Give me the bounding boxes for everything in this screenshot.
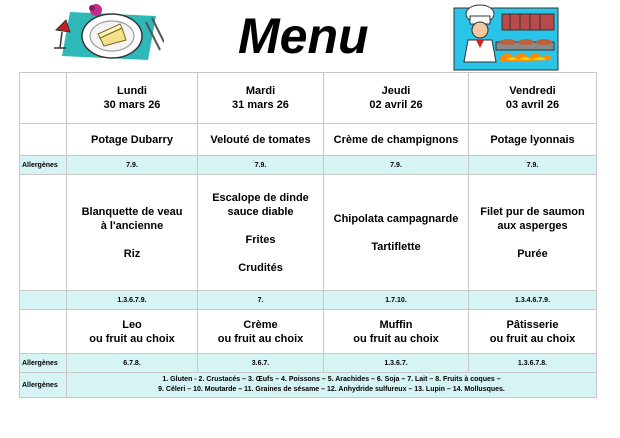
allergen-label: Allergènes xyxy=(20,373,67,398)
allergen-code: 1.3.6.7.8. xyxy=(469,354,597,373)
allergen-code: 1.7.10. xyxy=(324,291,469,310)
day-date: 30 mars 26 xyxy=(103,99,161,111)
main-dish-detail: sauce diable xyxy=(227,205,294,218)
chef-clipart xyxy=(452,2,560,74)
dessert: Leo xyxy=(122,318,142,331)
day-name: Vendredi xyxy=(509,85,556,97)
dessert-monday xyxy=(67,310,198,354)
main-friday xyxy=(469,175,597,291)
side-dish: Crudités xyxy=(238,261,283,274)
starter-monday: Potage Dubarry xyxy=(67,124,198,156)
allergen-legend xyxy=(67,373,597,398)
dessert-friday xyxy=(469,310,597,354)
starter-thursday: Crème de champignons xyxy=(324,124,469,156)
dessert-alternative: ou fruit au choix xyxy=(89,332,175,345)
day-date: 03 avril 26 xyxy=(505,99,560,111)
allergen-code: 1.3.6.7.9. xyxy=(67,291,198,310)
main-dish: Blanquette de veau xyxy=(81,205,183,218)
allergen-code: 1.3.4.6.7.9. xyxy=(469,291,597,310)
day-header-tuesday xyxy=(198,73,324,124)
dessert-alternative: ou fruit au choix xyxy=(217,332,304,345)
side-dish: Tartiflette xyxy=(371,240,421,253)
day-date: 31 mars 26 xyxy=(232,99,289,111)
day-header-friday xyxy=(469,73,597,124)
main-course-row xyxy=(20,175,597,291)
allergen-code: 7.9. xyxy=(469,156,597,175)
starter-tuesday: Velouté de tomates xyxy=(198,124,324,156)
side-dish: Purée xyxy=(517,247,548,260)
side-dish: Riz xyxy=(123,247,141,260)
main-label-cell xyxy=(20,175,67,291)
day-name: Lundi xyxy=(117,85,147,97)
page-title: Menu xyxy=(238,8,369,64)
day-header-row xyxy=(20,73,597,124)
main-dish: Chipolata campagnarde xyxy=(333,212,459,225)
dessert-alternative: ou fruit au choix xyxy=(353,332,439,345)
main-dish: Escalope de dinde xyxy=(212,191,309,204)
dessert-alternative: ou fruit au choix xyxy=(489,332,576,345)
day-date: 02 avril 26 xyxy=(369,99,423,111)
main-dish: Filet pur de saumon xyxy=(480,205,585,218)
starter-label-cell xyxy=(20,124,67,156)
dessert-tuesday xyxy=(198,310,324,354)
main-dish-detail: à l'ancienne xyxy=(100,219,164,232)
allergen-legend-row xyxy=(20,373,597,398)
main-thursday xyxy=(324,175,469,291)
day-name: Jeudi xyxy=(381,85,411,97)
allergen-code: 3.6.7. xyxy=(198,354,324,373)
allergen-label: Allergènes xyxy=(20,156,67,175)
allergen-code: 1.3.6.7. xyxy=(324,354,469,373)
dessert-thursday xyxy=(324,310,469,354)
dessert: Crème xyxy=(243,318,278,331)
allergen-label-empty xyxy=(20,291,67,310)
main-allergen-row xyxy=(20,291,597,310)
allergen-code: 7. xyxy=(198,291,324,310)
main-tuesday xyxy=(198,175,324,291)
dinner-plate-clipart xyxy=(48,2,164,68)
starter-allergen-row xyxy=(20,156,597,175)
side-dish: Frites xyxy=(245,233,276,246)
dessert-row xyxy=(20,310,597,354)
starter-friday: Potage lyonnais xyxy=(469,124,597,156)
allergen-legend-line: 1. Gluten - 2. Crustacés – 3. Œufs – 4. Poissons – 5. Arachides – 6. Soja – 7. Lait – 8. Fruits à coques – xyxy=(162,376,501,383)
allergen-label: Allergènes xyxy=(20,354,67,373)
main-monday xyxy=(67,175,198,291)
dessert: Pâtisserie xyxy=(506,318,559,331)
allergen-code: 7.9. xyxy=(324,156,469,175)
allergen-code: 7.9. xyxy=(67,156,198,175)
corner-cell xyxy=(20,73,67,124)
main-dish-detail: aux asperges xyxy=(497,219,568,232)
starter-row xyxy=(20,124,597,156)
dessert-allergen-row xyxy=(20,354,597,373)
allergen-code: 6.7.8. xyxy=(67,354,198,373)
day-name: Mardi xyxy=(245,85,276,97)
allergen-legend-line: 9. Céleri – 10. Moutarde – 11. Graines de sésame – 12. Anhydride sulfureux – 13. Lupin – 14. Mollusques. xyxy=(158,386,505,393)
day-header-monday xyxy=(67,73,198,124)
day-header-thursday xyxy=(324,73,469,124)
allergen-code: 7.9. xyxy=(198,156,324,175)
dessert: Muffin xyxy=(379,318,413,331)
dessert-label-cell xyxy=(20,310,67,354)
weekly-menu-table xyxy=(19,72,597,398)
